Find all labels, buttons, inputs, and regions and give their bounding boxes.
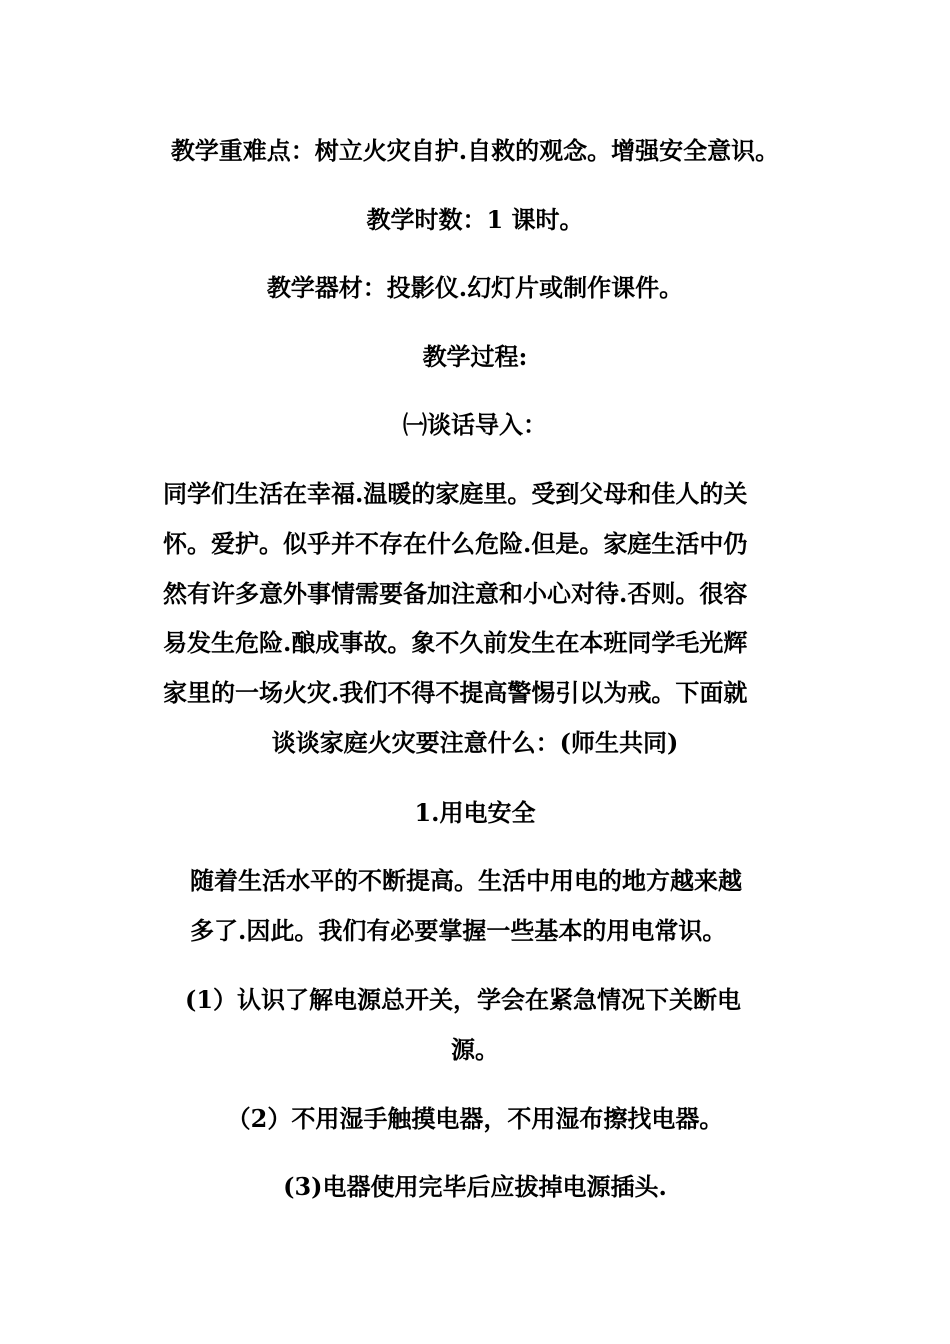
rule-2-line: （2）不用湿手触摸电器，不用湿布擦找电器。 <box>226 1104 724 1133</box>
intro-paragraph-line: 同学们生活在幸福.温暖的家庭里。受到父母和佳人的关 <box>163 479 748 508</box>
electric-paragraph-line: 随着生活水平的不断提高。生活中用电的地方越来越 <box>190 866 742 895</box>
rule-1-line: (1）认识了解电源总开关，学会在紧急情况下关断电 <box>185 985 742 1014</box>
intro-paragraph-line: 易发生危险.酿成事故。象不久前发生在本班同学毛光辉 <box>163 628 748 657</box>
electric-paragraph-line: 多了.因此。我们有必要掌握一些基本的用电常识。 <box>190 916 727 945</box>
equipment-line: 教学器材：投影仪.幻灯片或制作课件。 <box>266 273 684 302</box>
intro-paragraph-line: 谈谈家庭火灾要注意什么：(师生共同) <box>271 728 679 757</box>
rule-3-line: (3)电器使用完毕后应拔掉电源插头. <box>283 1172 667 1201</box>
rule-1-line: 源。 <box>451 1035 499 1064</box>
process-heading: 教学过程: <box>422 342 528 371</box>
intro-paragraph-line: 然有许多意外事情需要备加注意和小心对待.否则。很容 <box>163 579 748 608</box>
key-difficulty-line: 教学重难点：树立火灾自护.自救的观念。增强安全意识。 <box>170 136 780 165</box>
intro-paragraph-line: 家里的一场火灾.我们不得不提高警惕引以为戒。下面就 <box>163 678 748 707</box>
intro-paragraph-line: 怀。爱护。似乎并不存在什么危险.但是。家庭生活中仍 <box>163 529 748 558</box>
intro-section-heading: ㈠谈话导入： <box>403 410 547 439</box>
subsection-heading: 1.用电安全 <box>414 798 536 827</box>
class-hours-line: 教学时数：1 课时。 <box>366 205 584 234</box>
